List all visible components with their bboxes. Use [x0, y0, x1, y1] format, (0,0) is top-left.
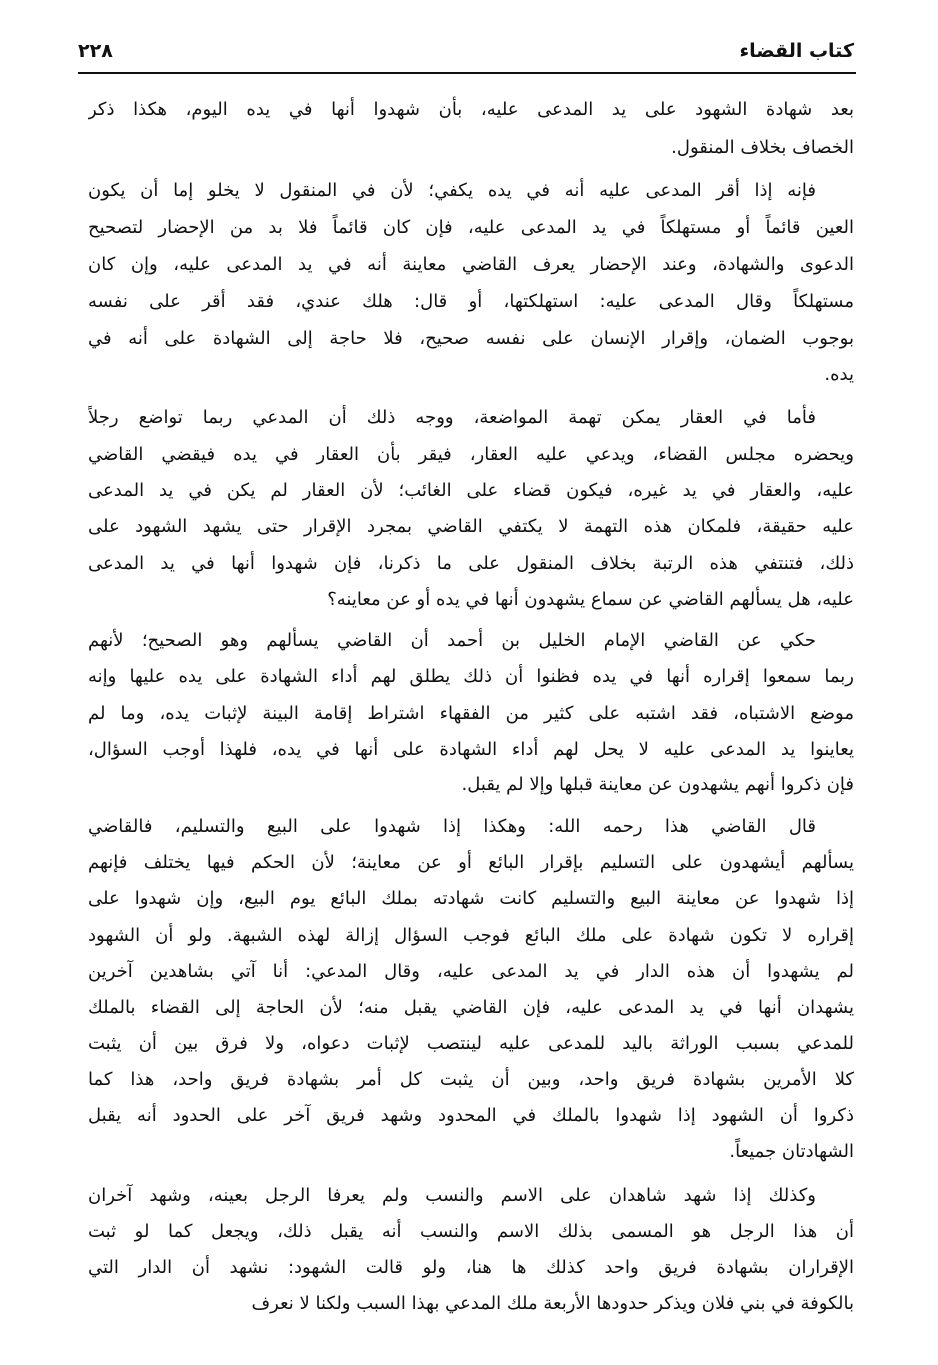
- text-line: عليه، هل يسألهم القاضي عن سماع يشهدون أنها في يده أو عن معاينه؟: [327, 589, 854, 610]
- text-line: يسألهم أيشهدون على التسليم بإقرار البائع أو عن معاينة؛ لأن الحكم فيها يختلف فإنهم: [88, 852, 854, 873]
- text-line: الخصاف بخلاف المنقول.: [671, 137, 854, 158]
- text-line: ربما سمعوا إقراره أنها في يده فظنوا أن ذلك يطلق لهم أداء الشهادة على يده عليها وإنه: [88, 666, 854, 687]
- text-line: ويحضره مجلس القضاء، ويدعي عليه العقار، فيقر بأن العقار في يده فيقضي القاضي: [88, 444, 854, 465]
- text-line: بوجوب الضمان، وإقرار الإنسان على نفسه صحيح، فلا حاجة إلى الشهادة على أنه في: [88, 328, 854, 349]
- running-title: كتاب القضاء: [739, 40, 854, 62]
- text-line: إذا شهدوا عن معاينة البيع والتسليم كانت شهادته بملك البائع يوم البيع، وإن شهدوا على: [88, 888, 854, 909]
- text-line: إقراره لا تكون شهادة على ملك البائع فوجب السؤال إزالة لهذه الشبهة. ولو أن الشهود: [88, 925, 854, 946]
- text-line: وكذلك إذا شهد شاهدان على الاسم والنسب ولم يعرفا الرجل بعينه، وشهد آخران: [88, 1185, 816, 1206]
- text-line: ذلك، فتنتفي هذه الرتبة بخلاف المنقول على ما ذكرنا، فإن شهدوا أنها في يد المدعى: [88, 553, 854, 574]
- text-line: يده.: [824, 364, 854, 385]
- text-line: عليه، والعقار في يد غيره، فيكون قضاء على الغائب؛ لأن العقار لم يكن في يد المدعى: [88, 480, 854, 501]
- text-line: كلا الأمرين بشهادة فريق واحد، وبين أن يثبت كل أمر بشهادة فريق واحد، هذا كما: [88, 1069, 854, 1090]
- text-line: بالكوفة في بني فلان ويذكر حدودها الأربعة ملك المدعي بهذا السبب ولكنا لا نعرف: [251, 1293, 854, 1314]
- text-line: الشهادتان جميعاً.: [729, 1141, 854, 1162]
- text-line: فإنه إذا أقر المدعى عليه أنه في يده يكفي؛ لأن في المنقول لا يخلو إما أن يكون: [88, 180, 816, 201]
- text-line: بعد شهادة الشهود على يد المدعى عليه، بأن شهدوا أنها في يده اليوم، هكذا ذكر: [88, 99, 854, 120]
- text-line: الدعوى والشهادة، وعند الإحضار يعرف القاضي معاينة أنه في يد المدعى عليه، وإن كان: [88, 254, 854, 275]
- text-line: قال القاضي هذا رحمه الله: وهكذا إذا شهدوا على البيع والتسليم، فالقاضي: [88, 816, 816, 837]
- text-line: عليه حقيقة، فلمكان هذه التهمة لا يكتفي القاضي بمجرد الإقرار حتى يشهد الشهود على: [88, 516, 854, 537]
- text-line: يعاينوا يد المدعى عليه لا يحل لهم أداء الشهادة على أنها في يده، فلهذا أوجب السؤال،: [88, 739, 854, 760]
- text-line: موضع الاشتباه، فقد اشتبه على كثير من الفقهاء اشتراط إقامة البينة لإثبات يده، وما لم: [88, 703, 854, 724]
- text-line: الإقراران بشهادة فريق واحد كذلك ها هنا، ولو قالت الشهود: نشهد أن الدار التي: [88, 1257, 854, 1278]
- text-line: حكي عن القاضي الإمام الخليل بن أحمد أن القاضي يسألهم وهو الصحيح؛ لأنهم: [88, 630, 816, 651]
- text-line: فإن ذكروا أنهم يشهدون عن معاينة قبلها وإلا لم يقبل.: [461, 774, 854, 795]
- text-line: مستهلكاً وقال المدعى عليه: استهلكتها، أو قال: هلك عندي، فقد أقر على نفسه: [88, 291, 854, 312]
- text-line: لم يشهدوا أن هذه الدار في يد المدعى عليه، وقال المدعي: أنا آتي بشاهدين آخرين: [88, 961, 854, 982]
- text-line: فأما في العقار يمكن تهمة المواضعة، ووجه ذلك أن المدعي ربما تواضع رجلاً: [88, 407, 816, 428]
- text-line: أن هذا الرجل هو المسمى بذلك الاسم والنسب أنه يقبل ذلك، ويجعل كما لو ثبت: [88, 1221, 854, 1242]
- text-line: العين قائماً أو مستهلكاً في يد المدعى عليه، فإن كان قائماً فلا بد من الإحضار لتصحيح: [88, 217, 854, 238]
- text-line: للمدعي بسبب الوراثة باليد للمدعى عليه لينتصب لإثبات دعواه، ولا فرق بين أن يثبت: [88, 1033, 854, 1054]
- text-line: ذكروا أن الشهود إذا شهدوا بالملك في المحدود وشهد فريق آخر على الحدود أنه يقبل: [88, 1105, 854, 1126]
- header-rule: [78, 72, 856, 74]
- page-number: ٢٢٨: [78, 40, 113, 62]
- text-line: يشهدان أنها في يد المدعى عليه، فإن القاضي يقبل منه؛ لأن الحاجة إلى القضاء بالملك: [88, 997, 854, 1018]
